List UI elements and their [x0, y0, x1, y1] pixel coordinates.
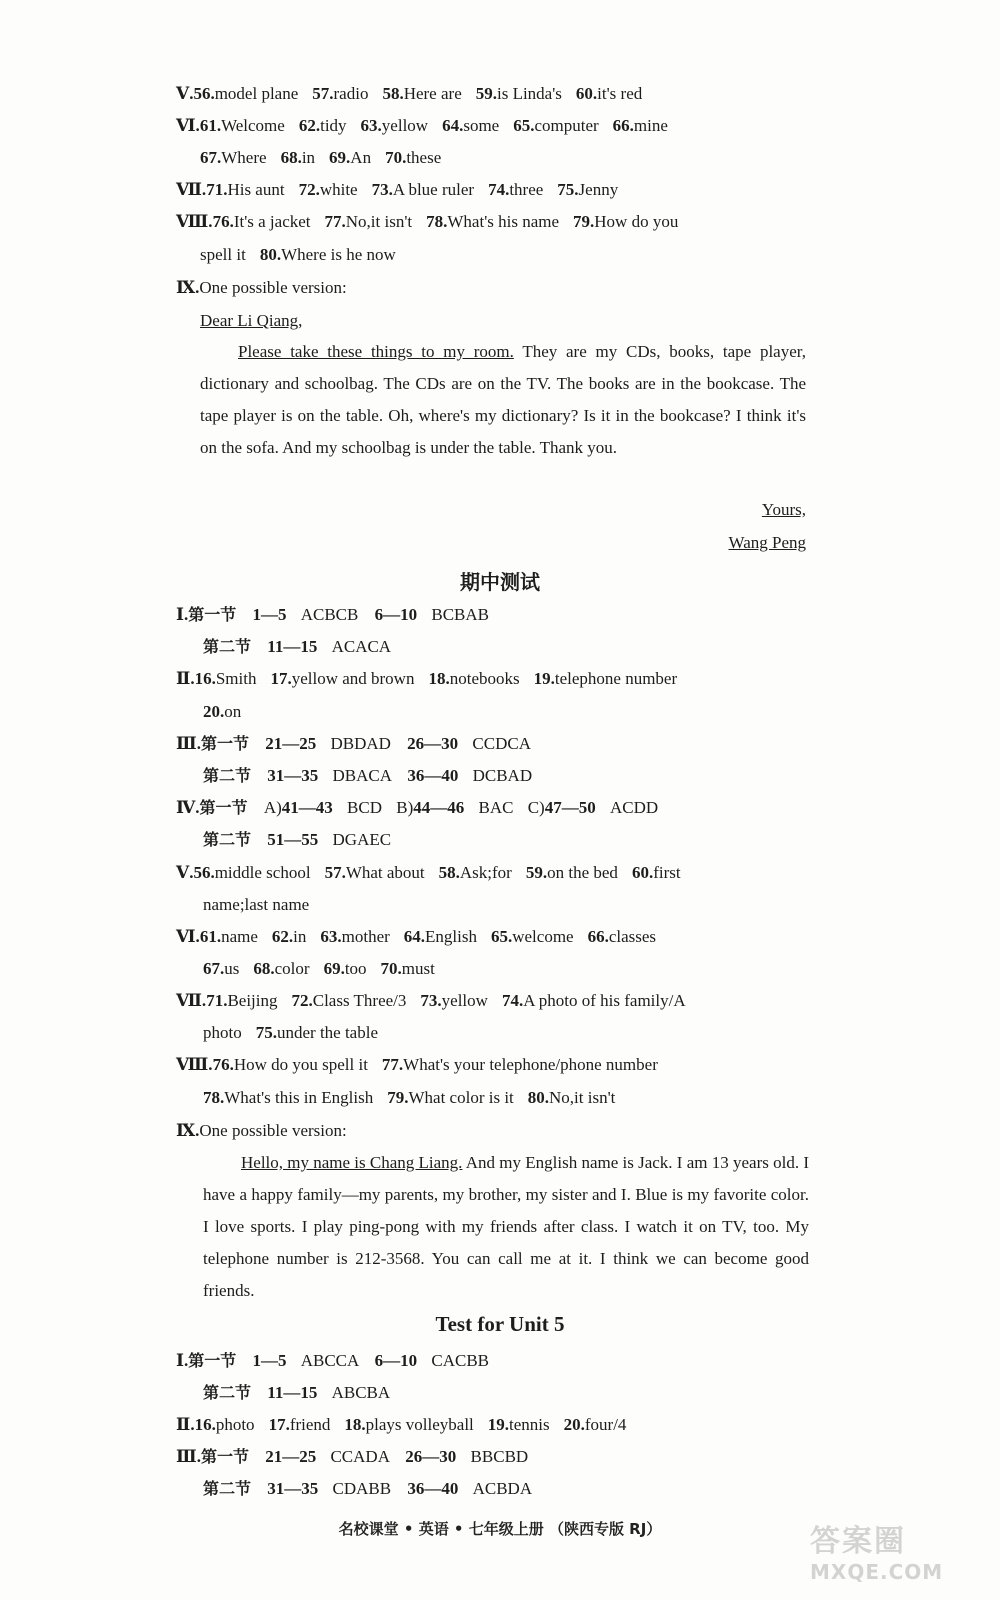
question-number: 18.	[428, 669, 450, 688]
answer-text: tidy	[320, 116, 347, 135]
question-number: 77.	[381, 1055, 404, 1074]
answer-item	[325, 861, 425, 885]
answer-text: photo	[203, 1023, 242, 1042]
answer-value: ACBCB	[300, 605, 359, 624]
answer-text: Welcome	[221, 116, 285, 135]
answer-text: No,it isn't	[345, 212, 413, 231]
section-title-midterm: 期中测试	[460, 570, 540, 594]
range-label: 6—10	[374, 605, 418, 624]
range-label: 31—35	[267, 1479, 319, 1498]
question-number: 72.	[298, 180, 320, 199]
question-number: 63.	[320, 927, 342, 946]
essay-body-text: They are my CDs, books, tape player, dictionary and schoolbag. The CDs are on the TV. The books are in the bookcase. The tape player is on the table. Oh, where's my dictionary? Is it in the bookcase? I think it's on the sofa. And my schoolbag is under the table. Thank you.	[200, 342, 806, 457]
answer-item	[344, 1413, 473, 1437]
roman-numeral: Ⅰ.	[176, 1351, 189, 1370]
part-label: C)	[527, 798, 545, 817]
answer-text: us	[224, 959, 240, 978]
answer-text: Smith	[215, 669, 257, 688]
answer-value: DBACA	[332, 766, 392, 785]
question-number: 63.	[360, 116, 382, 135]
answer-text: Where is he now	[281, 245, 396, 264]
range-label: 44—46	[413, 798, 465, 817]
question-number: 76.	[212, 1055, 234, 1074]
question-number: 68.	[280, 148, 302, 167]
answer-item	[176, 82, 298, 106]
answer-item	[513, 114, 598, 138]
answer-item	[428, 667, 519, 691]
roman-numeral: Ⅱ.	[176, 1415, 195, 1434]
question-number: 75.	[557, 180, 579, 199]
roman-numeral: Ⅸ.	[176, 1121, 200, 1140]
question-number: 62.	[271, 927, 294, 946]
answer-text: No,it isn't	[549, 1088, 616, 1107]
question-number: 64.	[442, 116, 464, 135]
answer-text: It's a jacket	[233, 212, 311, 231]
answer-line	[203, 1021, 392, 1045]
range-label: 11—15	[267, 1383, 318, 1402]
question-number: 17.	[268, 1415, 290, 1434]
answer-item	[176, 989, 278, 1013]
question-number: 75.	[255, 1023, 277, 1042]
question-number: 79.	[573, 212, 595, 231]
answer-line	[176, 667, 691, 691]
answer-item	[299, 114, 347, 138]
answer-item	[528, 1086, 616, 1110]
answer-text: name;last name	[203, 895, 310, 914]
answer-text: What's this in English	[224, 1088, 374, 1107]
roman-numeral: Ⅸ.	[176, 278, 200, 297]
answer-item	[576, 82, 642, 106]
watermark-logo	[810, 1516, 980, 1582]
answer-item	[203, 700, 241, 724]
answer-text: Jenny	[578, 180, 619, 199]
question-number: 68.	[253, 959, 275, 978]
question-number: 57.	[312, 84, 334, 103]
range-label: 21—25	[265, 734, 317, 753]
range-label: 21—25	[265, 1447, 317, 1466]
roman-numeral: Ⅳ.	[176, 798, 200, 817]
question-number: 69.	[323, 959, 345, 978]
answer-text: under the table	[276, 1023, 378, 1042]
answer-item	[312, 82, 368, 106]
answer-text: three	[509, 180, 544, 199]
answer-text: A blue ruler	[392, 180, 475, 199]
answer-text: Here are	[403, 84, 462, 103]
essay-first-sentence: Please take these things to my room.	[238, 342, 514, 361]
question-number: 58.	[382, 84, 404, 103]
answer-line	[176, 1445, 528, 1469]
question-number: 19.	[487, 1415, 510, 1434]
question-number: 65.	[513, 116, 535, 135]
question-number: 57.	[324, 863, 346, 882]
answer-line	[203, 893, 323, 917]
answer-value: DBDAD	[330, 734, 391, 753]
answer-text: What color is it	[408, 1088, 514, 1107]
answer-item	[176, 667, 256, 691]
question-number: 69.	[329, 148, 351, 167]
question-number: 80.	[259, 245, 282, 264]
roman-numeral: Ⅴ.	[176, 863, 194, 882]
answer-item	[299, 178, 358, 202]
answer-text: computer	[534, 116, 599, 135]
answer-line	[203, 957, 449, 981]
answer-value: BCD	[347, 798, 382, 817]
roman-numeral: Ⅵ.	[176, 116, 200, 135]
roman-numeral: Ⅷ.	[176, 212, 213, 231]
answer-item	[439, 861, 512, 885]
answer-text: first	[653, 863, 681, 882]
answer-value: ABCBA	[331, 1383, 391, 1402]
answer-line	[176, 1053, 672, 1077]
range-label: 36—40	[407, 766, 459, 785]
range-label: 11—15	[267, 637, 318, 656]
answer-item	[426, 210, 559, 234]
answer-line	[176, 210, 692, 234]
answer-text: His aunt	[227, 180, 285, 199]
letter-body	[200, 336, 806, 464]
answer-item	[324, 957, 367, 981]
answer-item	[292, 989, 407, 1013]
section-label: 第一节	[200, 734, 249, 753]
roman-numeral: Ⅲ.	[176, 734, 201, 753]
writing-intro	[176, 1119, 347, 1143]
answer-value: CCDCA	[472, 734, 531, 753]
answer-item	[573, 210, 678, 234]
answer-item	[372, 178, 474, 202]
roman-numeral: Ⅶ.	[176, 991, 207, 1010]
answer-item	[260, 243, 396, 267]
answer-item	[632, 861, 681, 885]
page-footer: 名校课堂 • 英语 • 七年级上册 （陕西专版 RJ）	[338, 1520, 662, 1538]
answer-value: ACACA	[331, 637, 392, 656]
range-label: 1—5	[252, 1351, 287, 1370]
section-label: 第二节	[203, 766, 252, 785]
answer-item	[476, 82, 562, 106]
answer-item	[203, 1086, 373, 1110]
answer-item	[361, 114, 429, 138]
question-number: 60.	[575, 84, 598, 103]
answer-line	[176, 861, 695, 885]
answer-text: spell it	[200, 245, 246, 264]
question-number: 16.	[194, 1415, 216, 1434]
answer-line	[203, 1086, 629, 1110]
question-number: 66.	[612, 116, 634, 135]
question-number: 77.	[324, 212, 346, 231]
answer-item	[253, 957, 309, 981]
answer-text: Class Three/3	[312, 991, 407, 1010]
answer-text: four/4	[584, 1415, 627, 1434]
part-label: A)	[263, 798, 282, 817]
answer-text: friend	[289, 1415, 331, 1434]
section-label: 第一节	[188, 1351, 237, 1370]
roman-numeral: Ⅲ.	[176, 1447, 201, 1466]
answer-item	[381, 957, 435, 981]
answer-item	[442, 114, 499, 138]
question-number: 74.	[501, 991, 524, 1010]
question-number: 60.	[631, 863, 654, 882]
answer-text: white	[319, 180, 358, 199]
answer-item	[325, 210, 413, 234]
answer-text: How do you spell it	[233, 1055, 368, 1074]
question-number: 65.	[490, 927, 513, 946]
answer-text: A photo of his family/A	[523, 991, 686, 1010]
sample-essay	[203, 1147, 809, 1307]
watermark-url: MXQE.COM	[810, 1560, 944, 1584]
question-number: 56.	[193, 84, 215, 103]
roman-numeral: Ⅴ.	[176, 84, 194, 103]
answer-line	[176, 114, 682, 138]
answer-item	[176, 1053, 368, 1077]
answer-text: English	[425, 927, 477, 946]
answer-text: What's his name	[447, 212, 560, 231]
answer-item	[176, 210, 311, 234]
answer-item	[320, 925, 389, 949]
question-number: 59.	[475, 84, 497, 103]
answer-value: CCADA	[330, 1447, 390, 1466]
question-number: 19.	[533, 669, 555, 688]
question-number: 20.	[563, 1415, 585, 1434]
answer-value: ACDD	[609, 798, 659, 817]
writing-intro	[176, 276, 347, 300]
writing-intro-text: One possible version:	[199, 278, 347, 297]
roman-numeral: Ⅵ.	[176, 927, 200, 946]
range-label: 31—35	[267, 766, 319, 785]
answer-item	[488, 178, 543, 202]
answer-item	[382, 82, 461, 106]
answer-text: mother	[341, 927, 390, 946]
answer-text: notebooks	[449, 669, 520, 688]
answer-line	[176, 796, 658, 820]
question-number: 78.	[203, 1088, 225, 1107]
letter-salutation: Dear Li Qiang,	[200, 311, 303, 330]
section-label: 第二节	[203, 637, 252, 656]
question-number: 71.	[206, 991, 228, 1010]
answer-value: ACBDA	[472, 1479, 533, 1498]
answer-line	[203, 635, 391, 659]
answer-line	[203, 1477, 532, 1501]
question-number: 67.	[200, 148, 222, 167]
roman-numeral: Ⅰ.	[176, 605, 189, 624]
answer-text: model plane	[214, 84, 299, 103]
answer-item	[270, 667, 414, 691]
answer-text: color	[274, 959, 310, 978]
answer-item	[176, 861, 311, 885]
question-number: 70.	[385, 148, 407, 167]
part-label: B)	[396, 798, 414, 817]
answer-line	[203, 700, 255, 724]
answer-item	[382, 1053, 658, 1077]
section-label: 第一节	[199, 798, 248, 817]
range-label: 26—30	[405, 1447, 457, 1466]
answer-line	[176, 178, 632, 202]
answer-text: photo	[215, 1415, 255, 1434]
answer-text: it's red	[597, 84, 643, 103]
answer-item	[588, 925, 656, 949]
answer-text: yellow and brown	[291, 669, 415, 688]
range-label: 1—5	[252, 605, 287, 624]
range-label: 26—30	[407, 734, 459, 753]
answer-text: tennis	[509, 1415, 550, 1434]
range-label: 36—40	[407, 1479, 459, 1498]
answer-text: classes	[608, 927, 657, 946]
answer-item	[488, 1413, 550, 1437]
answer-text: on the bed	[547, 863, 618, 882]
answer-item	[534, 667, 678, 691]
answer-line	[200, 146, 455, 170]
watermark-logo-text: 答案圈	[810, 1524, 906, 1559]
answer-item	[176, 178, 285, 202]
question-number: 72.	[291, 991, 313, 1010]
question-number: 62.	[298, 116, 321, 135]
answer-item	[491, 925, 574, 949]
section-label: 第二节	[203, 830, 252, 849]
question-number: 67.	[203, 959, 225, 978]
question-number: 78.	[426, 212, 448, 231]
section-label: 第二节	[203, 1383, 252, 1402]
roman-numeral: Ⅱ.	[176, 669, 195, 688]
answer-item	[564, 1413, 627, 1437]
question-number: 17.	[270, 669, 292, 688]
answer-value: DGAEC	[332, 830, 392, 849]
question-number: 64.	[403, 927, 426, 946]
answer-text: Where	[221, 148, 267, 167]
answer-item	[329, 146, 371, 170]
answer-line	[176, 82, 656, 106]
answer-text: Beijing	[227, 991, 278, 1010]
answer-text: Ask;for	[459, 863, 512, 882]
answer-line	[176, 732, 531, 756]
roman-numeral: Ⅶ.	[176, 180, 207, 199]
question-number: 20.	[203, 702, 225, 721]
question-number: 73.	[420, 991, 442, 1010]
answer-item	[203, 1021, 242, 1045]
question-number: 66.	[587, 927, 609, 946]
section-title-unit5: Test for Unit 5	[435, 1312, 565, 1336]
question-number: 73.	[371, 180, 393, 199]
answer-item	[200, 146, 267, 170]
question-number: 58.	[438, 863, 460, 882]
answer-value: BAC	[478, 798, 514, 817]
answer-text: yellow	[441, 991, 488, 1010]
answer-item	[256, 1021, 378, 1045]
answer-value: BCBAB	[431, 605, 489, 624]
answer-line	[203, 1381, 390, 1405]
answer-line	[176, 925, 670, 949]
section-label: 第二节	[203, 1479, 252, 1498]
answer-item	[176, 1413, 255, 1437]
answer-text: radio	[333, 84, 369, 103]
answer-text: name	[221, 927, 258, 946]
answer-text: some	[463, 116, 500, 135]
range-label: 6—10	[374, 1351, 418, 1370]
question-number: 70.	[380, 959, 402, 978]
answer-text: is Linda's	[496, 84, 562, 103]
question-number: 71.	[206, 180, 228, 199]
answer-item	[385, 146, 441, 170]
essay-body-text: And my English name is Jack. I am 13 years old. I have a happy family—my parents, my brother, my sister and I. Blue is my favorite color. I love sports. I play ping-pong with my friends after class. I watch it on TV, too. My telephone number is 212-3568. You can call me at it. I think we can become good friends.	[203, 1153, 809, 1300]
answer-text: in	[301, 148, 316, 167]
answer-text: in	[293, 927, 307, 946]
answer-text: plays volleyball	[365, 1415, 474, 1434]
answer-item	[272, 925, 306, 949]
answer-text: too	[344, 959, 367, 978]
question-number: 59.	[525, 863, 548, 882]
answer-text: What about	[345, 863, 425, 882]
answer-item	[387, 1086, 514, 1110]
answer-item	[200, 243, 246, 267]
question-number: 76.	[212, 212, 234, 231]
answer-item	[526, 861, 618, 885]
answer-item	[203, 957, 239, 981]
answer-text: these	[406, 148, 442, 167]
answer-line	[176, 1349, 489, 1373]
answer-text: An	[350, 148, 372, 167]
question-number: 79.	[387, 1088, 409, 1107]
section-label: 第一节	[188, 605, 237, 624]
answer-item	[420, 989, 488, 1013]
question-number: 61.	[199, 927, 222, 946]
answer-line	[200, 243, 410, 267]
answer-text: mine	[633, 116, 668, 135]
question-number: 74.	[488, 180, 510, 199]
answer-text: How do you	[594, 212, 679, 231]
answer-line	[176, 603, 489, 627]
question-number: 80.	[527, 1088, 550, 1107]
range-label: 47—50	[544, 798, 596, 817]
question-number: 56.	[193, 863, 215, 882]
question-number: 16.	[194, 669, 216, 688]
answer-text: on	[224, 702, 242, 721]
answer-value: ABCCA	[300, 1351, 359, 1370]
range-label: 41—43	[281, 798, 333, 817]
answer-item	[557, 178, 618, 202]
answer-value: DCBAD	[472, 766, 533, 785]
answer-value: CACBB	[431, 1351, 489, 1370]
answer-item	[176, 925, 258, 949]
answer-item	[203, 893, 309, 917]
writing-intro-text: One possible version:	[199, 1121, 347, 1140]
answer-text: must	[401, 959, 435, 978]
answer-item	[404, 925, 477, 949]
answer-value: BBCBD	[470, 1447, 529, 1466]
answer-item	[502, 989, 686, 1013]
answer-text: yellow	[381, 116, 429, 135]
range-label: 51—55	[267, 830, 319, 849]
section-label: 第一节	[200, 1447, 249, 1466]
answer-text: telephone number	[554, 669, 678, 688]
answer-item	[269, 1413, 331, 1437]
answer-value: CDABB	[332, 1479, 392, 1498]
answer-text: What's your telephone/phone number	[403, 1055, 658, 1074]
roman-numeral: Ⅷ.	[176, 1055, 213, 1074]
answer-item	[281, 146, 315, 170]
letter-closing: Yours,	[761, 500, 806, 519]
question-number: 61.	[199, 116, 222, 135]
letter-signature: Wang Peng	[728, 533, 806, 552]
answer-text: middle school	[214, 863, 311, 882]
answer-text: welcome	[512, 927, 574, 946]
answer-item	[176, 114, 285, 138]
essay-first-sentence: Hello, my name is Chang Liang.	[241, 1153, 463, 1172]
answer-line	[176, 989, 700, 1013]
question-number: 18.	[344, 1415, 366, 1434]
answer-item	[613, 114, 668, 138]
answer-line	[203, 764, 532, 788]
answer-line	[203, 828, 391, 852]
answer-line	[176, 1413, 640, 1437]
